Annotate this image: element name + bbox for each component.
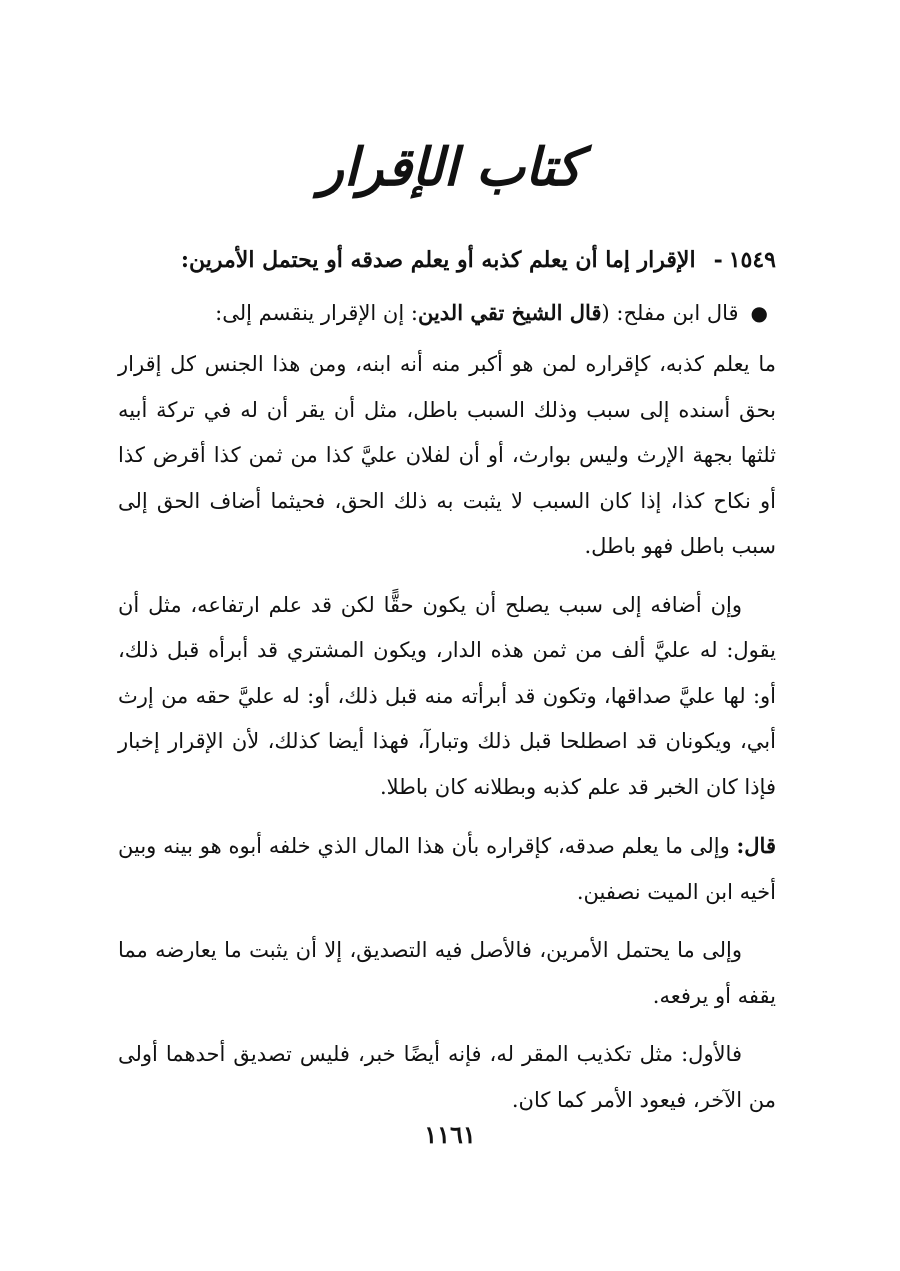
citation-line xyxy=(118,290,776,337)
paragraph-both-possible: وإلى ما يحتمل الأمرين، فالأصل فيه التصديق، إلا أن يثبت ما يعارضه مما يقفه أو يرفعه. xyxy=(118,938,776,1008)
citation-prefix: قال ابن مفلح: ( xyxy=(601,300,739,325)
book-title: كتاب الإقرار xyxy=(318,137,582,198)
page-number: ١١٦١ xyxy=(424,1120,476,1149)
paragraph-label: قال: xyxy=(736,833,776,858)
paragraph-void-cause: وإن أضافه إلى سبب يصلح أن يكون حقًّا لكن قد علم ارتفاعه، مثل أن يقول: له عليَّ ألف من ثمن هذه الدار، ويكون المشتري قد أبرأه قبل ذلك، أو: لها عليَّ صداقها، وتكون قد أبرأته منه قبل ذلك، أو: له عليَّ حقه من إرث أبي، ويكونان قد اصطلحا قبل ذلك وتبارآ، فهذا أيضا كذلك، لأن الإقرار إخبار فإذا كان الخبر قد علم كذبه وبطلانه كان باطلا. xyxy=(118,592,776,799)
entry-number: ١٥٤٩ xyxy=(728,247,776,273)
citation-suffix: : إن الإقرار ينقسم إلى: xyxy=(215,300,418,325)
paragraph-known-false: ما يعلم كذبه، كإقراره لمن هو أكبر منه أنه ابنه، ومن هذا الجنس كل إقرار بحق أسنده إلى سبب وذلك السبب باطل، مثل أن يقر أن له في تركة أبيه ثلثها بجهة الإرث وليس بوارث، أو أن لفلان عليَّ كذا من ثمن كذا أقرض كذا أو نكاح كذا، إذا كان السبب لا يثبت به ذلك الحق، فحيثما أضاف الحق إلى سبب باطل فهو باطل. xyxy=(118,352,776,558)
entry-heading-text: الإقرار إما أن يعلم كذبه أو يعلم صدقه أو يحتمل الأمرين: xyxy=(180,247,696,273)
entry-heading xyxy=(118,238,776,284)
paragraph-first-case: فالأول: مثل تكذيب المقر له، فإنه أيضًا خبر، فليس تصديق أحدهما أولى من الآخر، فيعود الأمر كما كان. xyxy=(118,1042,776,1112)
entry-dash: - xyxy=(713,247,723,273)
bullet-icon: ● xyxy=(750,300,768,325)
page-body xyxy=(118,238,776,1136)
paragraph-known-true xyxy=(118,823,776,915)
paragraph-known-true-text: وإلى ما يعلم صدقه، كإقراره بأن هذا المال الذي خلفه أبوه هو بينه وبين أخيه ابن الميت نصفين. xyxy=(118,834,776,904)
citation-bold-phrase: قال الشيخ تقي الدين xyxy=(417,299,602,325)
